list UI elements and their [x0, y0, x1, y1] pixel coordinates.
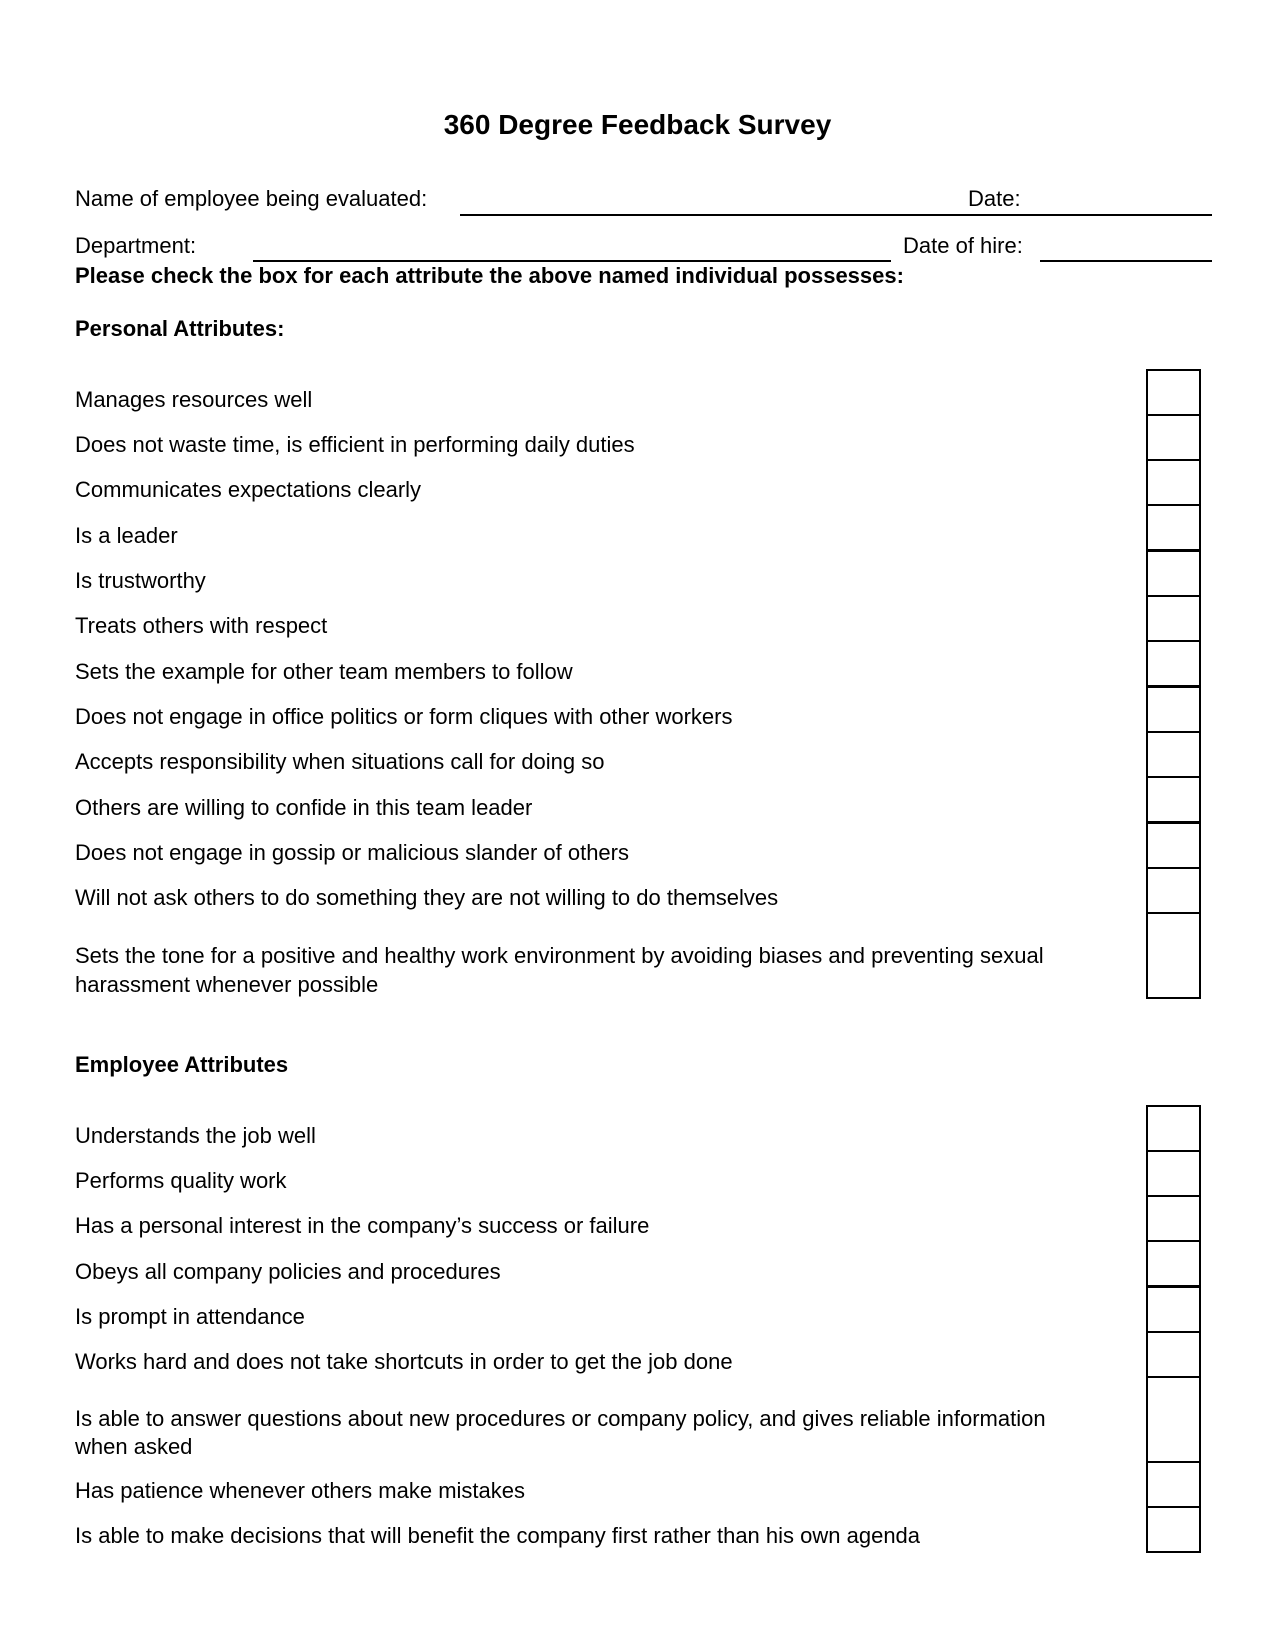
attribute-checkbox[interactable] — [1146, 1105, 1201, 1152]
department-label: Department: — [75, 233, 197, 258]
attribute-checkbox[interactable] — [1146, 1506, 1201, 1553]
attribute-checkbox[interactable] — [1146, 731, 1201, 778]
attribute-label: Is trustworthy — [75, 568, 206, 593]
attribute-label: Will not ask others to do something they are not willing to do themselves — [75, 885, 779, 910]
attribute-label: Does not waste time, is efficient in performing daily duties — [75, 432, 635, 457]
attribute-checkbox[interactable] — [1146, 1461, 1201, 1508]
attribute-label: Works hard and does not take shortcuts in order to get the job done — [75, 1349, 733, 1374]
attribute-checkbox[interactable] — [1146, 1286, 1201, 1333]
attribute-label: Does not engage in gossip or malicious slander of others — [75, 840, 629, 865]
attribute-checkbox[interactable] — [1146, 686, 1201, 733]
attribute-checkbox[interactable] — [1146, 414, 1201, 461]
attribute-checkbox[interactable] — [1146, 822, 1201, 869]
attribute-checkbox[interactable] — [1146, 459, 1201, 506]
attribute-label: Others are willing to confide in this team leader — [75, 795, 533, 820]
employee-name-line[interactable] — [460, 214, 892, 216]
attribute-label: Has patience whenever others make mistakes — [75, 1478, 525, 1503]
attribute-checkbox[interactable] — [1146, 504, 1201, 551]
attribute-label: Is able to answer questions about new procedures or company policy, and gives reliable information when asked — [75, 1406, 1046, 1459]
attribute-label: Is a leader — [75, 523, 178, 548]
attribute-label: Manages resources well — [75, 387, 313, 412]
date-of-hire-label: Date of hire: — [903, 233, 1023, 258]
attribute-label: Treats others with respect — [75, 613, 328, 638]
attribute-label: Has a personal interest in the company’s success or failure — [75, 1213, 650, 1238]
attribute-checkbox[interactable] — [1146, 912, 1201, 999]
attribute-checkbox[interactable] — [1146, 595, 1201, 642]
attribute-label: Accepts responsibility when situations call for doing so — [75, 749, 605, 774]
department-line[interactable] — [253, 260, 891, 262]
attribute-label: Sets the example for other team members to follow — [75, 659, 573, 684]
date-label: Date: — [968, 186, 1021, 211]
instruction-text: Please check the box for each attribute the above named individual possesses: — [75, 263, 904, 288]
date-of-hire-line[interactable] — [1040, 260, 1212, 262]
attribute-checkbox[interactable] — [1146, 550, 1201, 597]
attribute-label: Performs quality work — [75, 1168, 287, 1193]
attribute-checkbox[interactable] — [1146, 867, 1201, 914]
page-title: 360 Degree Feedback Survey — [443, 109, 832, 140]
attribute-checkbox[interactable] — [1146, 1150, 1201, 1197]
attribute-checkbox[interactable] — [1146, 776, 1201, 823]
attribute-label: Understands the job well — [75, 1123, 316, 1148]
date-line[interactable] — [892, 214, 1212, 216]
attribute-checkbox[interactable] — [1146, 1195, 1201, 1242]
attribute-checkbox[interactable] — [1146, 640, 1201, 687]
attribute-label: Obeys all company policies and procedures — [75, 1259, 501, 1284]
section-heading-personal: Personal Attributes: — [75, 316, 285, 341]
attribute-checkbox[interactable] — [1146, 1376, 1201, 1463]
attribute-label: Sets the tone for a positive and healthy work environment by avoiding biases and preventing sexual harassment whenever possible — [75, 943, 1044, 997]
attribute-label: Is able to make decisions that will benefit the company first rather than his own agenda — [75, 1523, 921, 1548]
attribute-checkbox[interactable] — [1146, 369, 1201, 416]
attribute-checkbox[interactable] — [1146, 1240, 1201, 1287]
attribute-label: Is prompt in attendance — [75, 1304, 305, 1329]
attribute-label: Does not engage in office politics or form cliques with other workers — [75, 704, 733, 729]
attribute-checkbox[interactable] — [1146, 1331, 1201, 1378]
employee-name-label: Name of employee being evaluated: — [75, 186, 428, 211]
attribute-label: Communicates expectations clearly — [75, 477, 422, 502]
section-heading-employee: Employee Attributes — [75, 1052, 289, 1077]
